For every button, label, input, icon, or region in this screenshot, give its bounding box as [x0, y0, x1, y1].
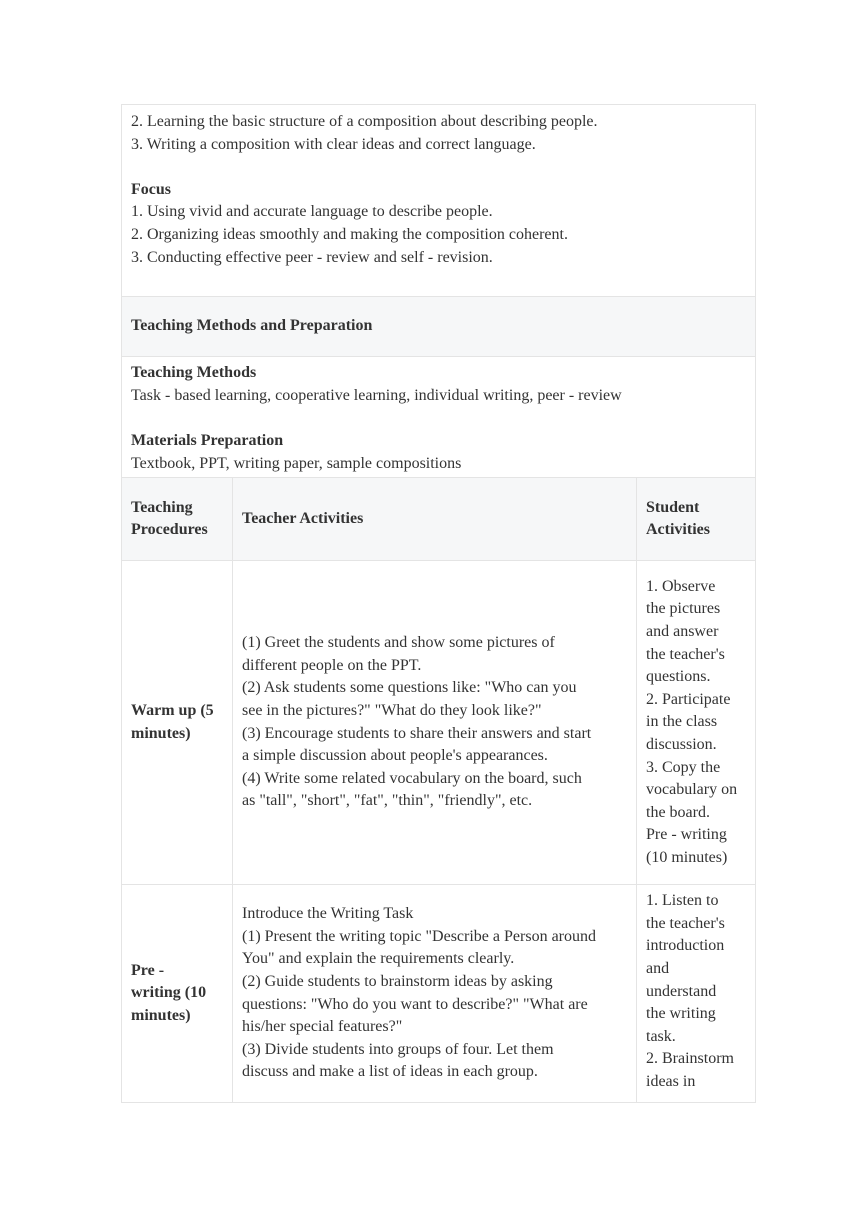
teaching-methods-text: Task - based learning, cooperative learning, individual writing, peer - review — [131, 386, 622, 404]
section-heading-row — [122, 297, 756, 357]
teacher-activities-cell: (1) Greet the students and show some pictures of different people on the PPT. (2) Ask students some questions like: "Who can you see in the pictures?" "What do they look like?" (3) Encourage students to share their answers and start a simple discussion about people's appearances. (4) Write some related vocabulary on the board, such as "tall", "short", "fat", "thin", "friendly", etc. — [233, 561, 637, 885]
header-teacher-activities: Teacher Activities — [233, 478, 637, 561]
table-row — [122, 561, 756, 885]
methods-row — [122, 357, 756, 478]
header-student-activities: Student Activities — [637, 478, 756, 561]
procedures-header-row — [122, 478, 756, 561]
student-activities-cell: 1. Listen to the teacher's introduction and understand the writing task. 2. Brainstorm ideas in — [637, 885, 756, 1103]
objective-line: 2. Learning the basic structure of a composition about describing people. — [131, 113, 598, 130]
focus-line: 3. Conducting effective peer - review and self - revision. — [131, 248, 493, 266]
lesson-plan-document — [121, 104, 755, 1103]
section-heading: Teaching Methods and Preparation — [122, 297, 756, 357]
teaching-methods-label: Teaching Methods — [131, 364, 257, 382]
focus-line: 1. Using vivid and accurate language to describe people. — [131, 203, 493, 221]
table-row — [122, 885, 756, 1103]
materials-text: Textbook, PPT, writing paper, sample compositions — [131, 454, 462, 472]
stage-cell: Pre - writing (10 minutes) — [122, 885, 233, 1103]
focus-line: 2. Organizing ideas smoothly and making the composition coherent. — [131, 225, 568, 243]
student-activities-cell: 1. Observe the pictures and answer the teacher's questions. 2. Participate in the class discussion. 3. Copy the vocabulary on the board. Pre - writing (10 minutes) — [637, 561, 756, 885]
lesson-plan-table — [121, 104, 756, 1103]
methods-cell — [122, 357, 756, 478]
stage-cell: Warm up (5 minutes) — [122, 561, 233, 885]
objectives-row — [122, 105, 756, 297]
objective-line: 3. Writing a composition with clear ideas and correct language. — [131, 135, 536, 153]
teacher-activities-cell: Introduce the Writing Task (1) Present the writing topic "Describe a Person around You" and explain the requirements clearly. (2) Guide students to brainstorm ideas by asking questions: "Who do you want to describe?" "What are his/her special features?" (3) Divide students into groups of four. Let them discuss and make a list of ideas in each group. — [233, 885, 637, 1103]
header-teaching-procedures: Teaching Procedures — [122, 478, 233, 561]
materials-label: Materials Preparation — [131, 431, 284, 449]
focus-heading: Focus — [131, 180, 171, 198]
objectives-cell — [122, 105, 756, 297]
